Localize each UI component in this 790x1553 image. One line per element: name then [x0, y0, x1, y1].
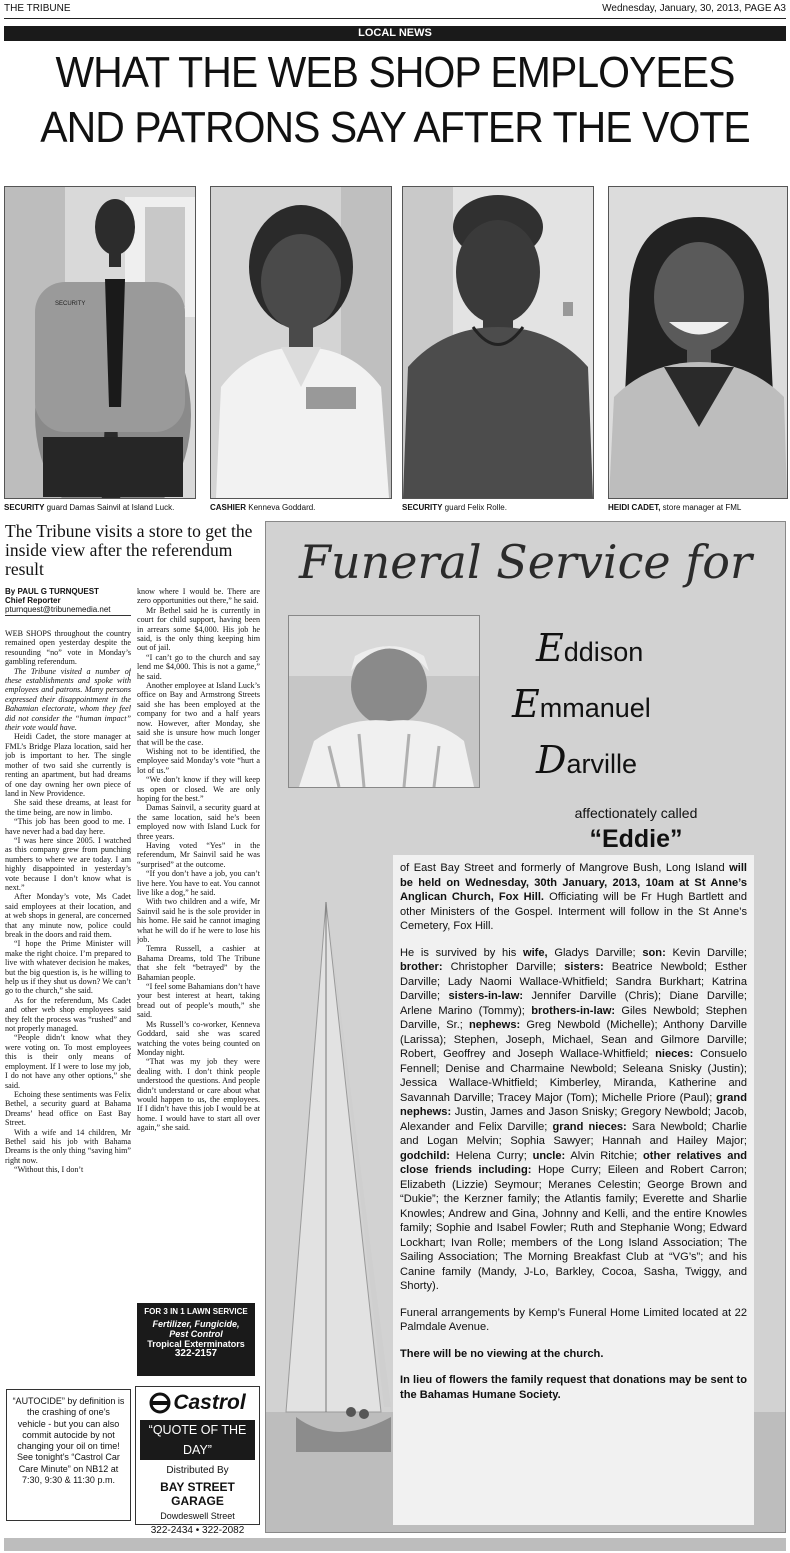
nickname: “Eddie”	[589, 825, 683, 853]
store-manager-portrait	[609, 187, 787, 498]
obit-bold: uncle:	[532, 1149, 566, 1162]
obit-text: Sara Newbold; Charlie and Logan Melvin; Sophia Sawyer; Hannah and Hailey Major;	[400, 1120, 747, 1147]
autocide-ad	[6, 1389, 131, 1521]
article-paragraph: Echoing these sentiments was Felix Bethel, a security guard at Bahama Dreams’ head office on East Bay Street.	[5, 1089, 131, 1128]
security-guard-portrait	[5, 187, 195, 498]
article-paragraph: “People didn’t know what they were voting on. To most employees this is their only means of employment. If I were to lose my job, I do not have any other options,” she said.	[5, 1033, 131, 1090]
obit-donations: In lieu of flowers the family request that donations may be sent to the Bahamas Humane Society.	[400, 1374, 747, 1401]
obit-text: Greg Newbold (Michelle); Anthony Darville (Larissa); Stephen, Joseph, Michael, Sean and Gilmore Darville; Robert, Geoffrey and Joseph Wallace-Whitfield;	[400, 1019, 747, 1060]
article-paragraph: “That was my job they were dealing with. I don’t think people understood the questions. And people didn’t understand or care about what would happen to us, the employees. If I didn’t have this job I would be at home. I would have to start all over again,” she said.	[137, 1057, 260, 1133]
obit-no-viewing: There will be no viewing at the church.	[400, 1347, 604, 1360]
obit-text: Officiating will be Fr Hugh Bartlett and other Ministers of the Gospel. Interment will follow in the St Anne’s Cemetery, Fox Hill.	[400, 891, 747, 932]
paragraph-text: The Tribune visited a number of these establishments and spoke with employees and patrons. Many persons expressed their disappointment in the Bahamian electorate, whom they feel did not consider the “human impact” their vote would have.	[5, 666, 131, 733]
affectionately-called: affectionately called	[574, 805, 698, 821]
byline-email: pturnquest@tribunemedia.net	[5, 605, 111, 614]
article-paragraph: “I can’t go to the church and say lend me $4,000. This is not a game,” he said.	[137, 652, 260, 681]
photo-kenneva-goddard	[210, 186, 392, 499]
obit-bold: nephews:	[469, 1019, 521, 1031]
article-paragraph: Heidi Cadet, the store manager at FML’s Bridge Plaza location, said her job is important to her. The single mother of two said she currently is renting an apartment, but had dreams of one day owning her own piece of land in New Providence.	[5, 732, 131, 798]
masthead-rule	[4, 18, 786, 19]
obit-text: of East Bay Street and formerly of Mangrove Bush, Long Island	[400, 862, 730, 874]
caption-kenneva-goddard	[210, 503, 390, 513]
name-rest: ddison	[563, 637, 644, 667]
quote-of-the-day: “QUOTE OF THE DAY”	[140, 1420, 255, 1460]
photo-damas-sainvil	[4, 186, 196, 499]
castrol-ad	[135, 1386, 260, 1536]
caption-text: Kenneva Goddard.	[246, 503, 316, 512]
byline	[5, 587, 132, 614]
garage-phones: 322-2434 • 322-2082	[150, 1525, 245, 1536]
castrol-brand: Castrol	[173, 1391, 246, 1414]
obit-survivors	[400, 946, 747, 1294]
security-guard-felix-portrait	[403, 187, 593, 498]
obit-text: Alvin Ritchie;	[565, 1149, 643, 1162]
castrol-emblem-icon	[149, 1392, 171, 1414]
obit-bold: son:	[642, 946, 666, 959]
article-paragraph: Ms Russell’s co-worker, Kenneva Goddard, said she was scared watching the votes being counted on Monday night.	[137, 1019, 260, 1057]
name-initial: E	[512, 682, 540, 726]
byline-rule	[5, 615, 131, 616]
section-label: LOCAL NEWS	[4, 26, 786, 41]
article-paragraph: Damas Sainvil, a security guard at the same location, said he’s been employed now with Island Luck for three years.	[137, 803, 260, 841]
obit-bold: sisters:	[564, 961, 604, 973]
name-initial: D	[536, 738, 567, 782]
obit-text: Gladys Darville;	[547, 946, 643, 959]
obit-service-details	[400, 861, 747, 934]
eddie-portrait-photo	[289, 616, 479, 787]
autocide-line: 7:30, 9:30 & 11:30 p.m.	[22, 1475, 115, 1486]
obit-bold: brothers-in-law:	[531, 1004, 616, 1017]
obit-bold: godchild:	[400, 1149, 450, 1162]
article-paragraph: WEB SHOPS throughout the country remained open yesterday despite the resounding “no” vote in Monday’s gambling referendum.	[5, 629, 131, 667]
obit-text: Hope Curry; Eileen and Robert Carron; Elizabeth (Lizzie) Seymour; Meranes Celestin; George Brown and “Dukie”; the Kerzner family; the Atlantis family; Everette and Sharlie Knowles; Andrew and Gina, Johnny and Kelli, and the entire Knowles family; Sophie and Isabel Fowler; Ruth and Stephanie Wong; Edward Lockhart; Ivan Rolle; members of the Long Island Association; The Sailing Association; The Morning Breakfast Club at “VG’s”; and his Canine family (Mandy, J-Lo, Barkley, Cocoa, Sasha, Twiggy, and Shorty).	[400, 1164, 747, 1292]
article-paragraph: With two children and a wife, Mr Sainvil said he is the sole provider in his home. He said he cannot imaging what he will do if he were to lose his job.	[137, 897, 260, 945]
article-paragraph: “I hope the Prime Minister will make the right choice. I’m prepared to live with whatever decision he makes, but the big question is, is he willing to help us if they shut us down? We can’t go to the church,” she said.	[5, 939, 131, 996]
castrol-logo	[136, 1391, 259, 1415]
autocide-line: the crashing of one’s	[27, 1407, 110, 1418]
photo-heidi-cadet	[608, 186, 788, 499]
lawn-ad-heading: FOR 3 IN 1 LAWN SERVICE	[144, 1307, 248, 1316]
caption-bold: SECURITY	[4, 503, 45, 512]
dateline: Wednesday, January, 30, 2013, PAGE A3	[602, 3, 786, 14]
obit-bold: brother:	[400, 961, 443, 973]
name-line-1	[536, 622, 785, 678]
obit-bold: grand nephews:	[400, 1091, 747, 1118]
article-paragraph: know where I would be. There are zero opportunities out there,” he said.	[137, 587, 260, 606]
article-paragraph: After Monday’s vote, Ms Cadet said employees at their location, and at web shops in general, are concerned that any minute now, police could break in the doors and raid them.	[5, 892, 131, 939]
obit-text: He is survived by his	[400, 946, 523, 959]
article-paragraph: Temra Russell, a cashier at Bahama Dreams, told The Tribune that she felt “betrayed” by the Bahamian people.	[137, 944, 260, 982]
caption-text: guard Damas Sainvil at Island Luck.	[44, 503, 175, 512]
lawn-ad-services: Fertilizer, Fungicide,	[152, 1319, 240, 1329]
obit-text: Justin, James and Jason Snisky; Gregory Newbold; Jacob, Alexander and Felix Darville;	[400, 1106, 747, 1133]
obit-arrangements: Funeral arrangements by Kemp’s Funeral Home Limited located at 22 Palmdale Avenue.	[400, 1306, 747, 1333]
name-rest: mmanuel	[539, 693, 651, 723]
caption-text: store manager at FML	[660, 503, 742, 512]
photo-felix-rolle	[402, 186, 594, 499]
caption-felix-rolle	[402, 503, 592, 513]
article-paragraph: Having voted “Yes” in the referendum, Mr Sainvil said he was “surprised” at the outcome.	[137, 840, 260, 869]
obit-text: Giles Newbold; Stephen Darville, Sr.;	[400, 1004, 747, 1031]
obit-bold: other relatives and close friends including:	[400, 1149, 747, 1176]
obit-bold: grand nieces:	[552, 1120, 627, 1133]
headline-line-1: WHAT THE WEB SHOP EMPLOYEES	[55, 48, 735, 97]
byline-name: By PAUL G TURNQUEST	[5, 587, 99, 596]
obit-text: Consuelo Fennell; Denise and Charmaine Newbold; Seleana Snisky (Justin); Jessica Wallace-Whitfield; Kimberley, Miranda, Katherine and Savannah Darville; Tracey Major (Tom); Michelle Priore (Paul);	[400, 1048, 747, 1104]
caption-text: guard Felix Rolle.	[442, 503, 507, 512]
autocide-line: Care Minute” on NB12 at	[18, 1463, 119, 1474]
cashier-portrait	[211, 187, 391, 498]
article-paragraph: Another employee at Island Luck’s office on Bay and Armstrong Streets said she has been employed at the company for two and a half years now. However, after Monday, she said she is unsure how much longer that will be the case.	[137, 681, 260, 747]
lawn-ad-company: Tropical Exterminators	[147, 1339, 245, 1349]
article-paragraph: Wishing not to be identified, the employee said Monday’s vote “hurt a lot of us.”	[137, 746, 260, 775]
obit-text: Helena Curry;	[449, 1149, 533, 1162]
paper-name: THE TRIBUNE	[4, 3, 71, 14]
article-column-1	[5, 629, 131, 1381]
autocide-line: changing your oil on time!	[17, 1441, 120, 1452]
caption-bold: SECURITY	[402, 503, 443, 512]
article-paragraph: “This job has been good to me. I have never had a bad day here.	[5, 817, 131, 836]
byline-title: Chief Reporter	[5, 596, 61, 605]
obit-bold: sisters-in-law:	[448, 990, 524, 1002]
caption-bold: HEIDI CADET,	[608, 503, 661, 512]
autocide-line: See tonight’s “Castrol Car	[17, 1452, 120, 1463]
garage-street: Dowdeswell Street	[160, 1511, 235, 1521]
autocide-line: “AUTOCIDE” by definition is	[12, 1396, 125, 1406]
obit-text: Kevin Darville;	[665, 946, 748, 959]
obit-text: Christopher Darville;	[442, 961, 565, 973]
article-paragraph: Mr Bethel said he is currently in court for child support, having been in arrears some $4,000. His job he said, is the only thing keeping him out of jail.	[137, 605, 260, 653]
autocide-line: commit autocide by not	[22, 1429, 115, 1440]
name-rest: arville	[566, 749, 637, 779]
headline	[28, 45, 763, 155]
masthead	[4, 3, 786, 17]
obit-bold: nieces:	[655, 1048, 694, 1060]
portrait-eddie	[288, 615, 480, 788]
article-column-2	[137, 587, 260, 1299]
distributed-by: Distributed By	[166, 1465, 229, 1476]
article-paragraph	[5, 667, 131, 733]
article-paragraph: “I feel some Bahamians don’t have your best interest at heart, taking bread out of people’s mouth,” she said.	[137, 982, 260, 1020]
uniform-patch-text: SECURITY	[55, 301, 86, 307]
article-paragraph: “Without this, I don’t	[14, 1165, 84, 1175]
caption-heidi-cadet	[608, 503, 788, 513]
obit-text: Jennifer Darville (Chris); Diane Darville; Arlene Marino (Tommy);	[400, 990, 747, 1017]
headline-line-2: AND PATRONS SAY AFTER THE VOTE	[40, 103, 750, 152]
article-paragraph: “I was here since 2005. I watched as this company grew from punching numbers to where we are today. I am highly disappointed in yesterday’s vote because I don’t know what is next.”	[5, 835, 131, 892]
caption-bold: CASHIER	[210, 503, 247, 512]
garage-name: BAY STREET GARAGE	[160, 1480, 235, 1508]
deceased-name	[512, 622, 785, 790]
article-paragraph: “We don’t know if they will keep us open or closed. We are only hoping for the best.”	[137, 775, 260, 803]
caption-damas-sainvil	[4, 503, 204, 513]
obit-bold: wife,	[522, 946, 548, 959]
lawn-ad-pest: Pest Control	[169, 1329, 223, 1339]
name-line-3	[536, 734, 785, 790]
article-subhead: The Tribune visits a store to get the inside view after the referendum result	[5, 521, 253, 579]
obit-text: Beatrice Newbold; Esther Darville; Lady Naomi Wallace-Whitfield; Sandra Burkhart; Katrina Darville;	[400, 961, 747, 1002]
obit-bold: will be held on Wednesday, 30th January, 2013, 10am at St Anne’s Anglican Church, Fox Hill.	[400, 862, 747, 903]
name-line-2	[512, 678, 785, 734]
autocide-line: vehicle - but you can also	[17, 1418, 120, 1429]
article-paragraph: With a wife and 14 children, Mr Bethel said his job with Bahama Dreams is the only thing “saving him” right now.	[5, 1127, 131, 1165]
lawn-service-ad	[137, 1303, 255, 1376]
article-paragraph: As for the referendum, Ms Cadet and other web shop employees said they felt the process was “rushed” and not properly managed.	[5, 995, 131, 1034]
article-paragraph: She said these dreams, at least for the time being, are now in limbo.	[5, 798, 131, 817]
article-paragraph: “If you don’t have a job, you can’t live here. You have to eat. You cannot live like a dog,” he said.	[137, 869, 260, 897]
obituary-text	[393, 855, 754, 1525]
name-initial: E	[536, 626, 564, 670]
lawn-ad-phone: 322-2157	[174, 1348, 218, 1359]
footer-band	[4, 1538, 786, 1551]
funeral-title: Funeral Service for	[299, 535, 752, 589]
